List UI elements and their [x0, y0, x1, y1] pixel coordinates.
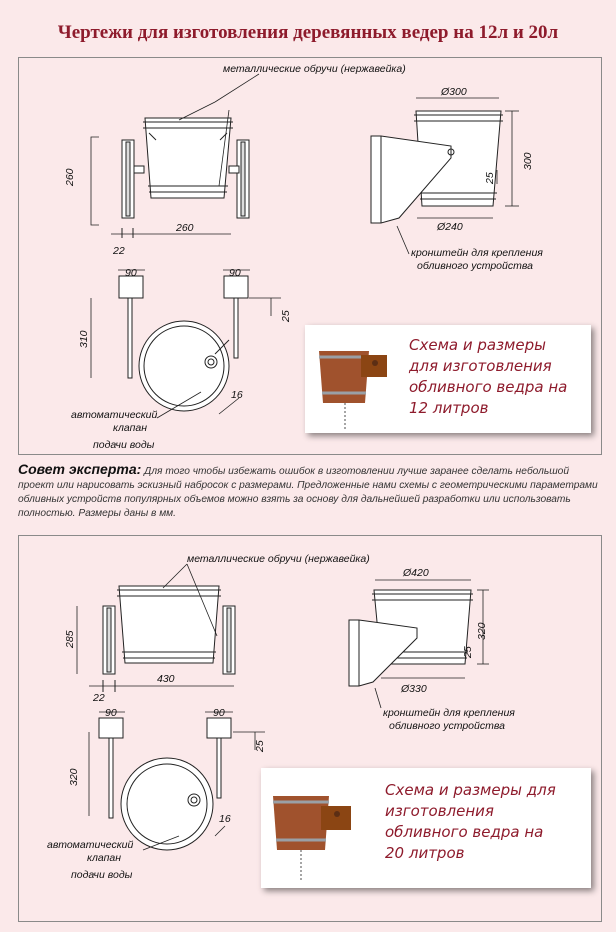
- drawing-panel-12l: [18, 57, 602, 455]
- dim-arm-length: 320: [68, 768, 80, 786]
- valve-label-line2: клапан: [113, 422, 147, 434]
- caption-line-2: изготовления: [385, 802, 494, 820]
- dim-top-diameter: Ø300: [441, 86, 467, 98]
- water-label: подачи воды: [93, 439, 155, 451]
- caption-line-4: 12 литров: [409, 399, 489, 417]
- dim-arm-gap: 25: [280, 310, 292, 322]
- bracket-label-line1: кронштейн для крепления: [411, 247, 543, 259]
- dim-arm-length: 310: [78, 330, 90, 348]
- dim-arm-gap: 25: [254, 740, 266, 752]
- dim-offset: 22: [93, 692, 105, 704]
- caption-line-3: обливного ведра на: [409, 378, 568, 396]
- dim-height: 260: [64, 168, 76, 186]
- valve-label-line2: клапан: [87, 852, 121, 864]
- dim-bottom-diameter: Ø240: [437, 221, 463, 233]
- arm-block-right: [224, 276, 248, 298]
- water-label: подачи воды: [71, 869, 133, 881]
- dim-height: 285: [64, 630, 76, 648]
- caption-line-3: обливного ведра на: [385, 823, 544, 841]
- bracket-leader: [397, 226, 409, 254]
- plan-view: [91, 270, 281, 418]
- hoops-label: металлические обручи (нержавейка): [223, 63, 406, 75]
- hoops-label: металлические обручи (нержавейка): [187, 553, 370, 565]
- caption-line-1: Схема и размеры: [409, 336, 546, 354]
- advice-heading: Совет эксперта:: [18, 461, 142, 477]
- dim-ring-width: 16: [219, 813, 231, 825]
- dim-side-height: 300: [522, 152, 534, 170]
- valve: [205, 356, 217, 368]
- plan-view: [89, 712, 265, 850]
- bucket-photo-20l: [261, 768, 371, 888]
- dim-arm-right: 90: [229, 267, 241, 279]
- dim-side-step: 25: [462, 646, 474, 658]
- info-box-20l: [261, 768, 591, 888]
- dim-arm-right: 90: [213, 707, 225, 719]
- drawing-panel-20l: [18, 535, 602, 922]
- expert-advice: [18, 462, 600, 521]
- bracket-label-line2: обливного устройства: [417, 260, 533, 272]
- bucket-photo-12l: [305, 325, 395, 433]
- page-title: Чертежи для изготовления деревянных ведер на 12л и 20л: [57, 22, 559, 43]
- caption-line-1: Схема и размеры для: [385, 781, 556, 799]
- hoops-leader: [215, 74, 259, 102]
- caption-line-4: 20 литров: [385, 844, 465, 862]
- valve-label-line1: автоматический: [71, 409, 158, 421]
- arm-block-left: [119, 276, 143, 298]
- side-view-bucket: [349, 580, 489, 686]
- dim-width: 430: [157, 673, 175, 685]
- advice-text: Для того чтобы избежать ошибок в изготовлении лучше заранее сделать небольшой проект или нарисовать эскизный набросок с размерами. Предложенные нами схемы с геометрическими параметрами обливных устройств популярных объемов можно взять за основу для дальнейшей разработки или использовать полностью. Размеры даны в мм.: [18, 466, 598, 519]
- dim-arm-left: 90: [125, 267, 137, 279]
- bracket-label-line1: кронштейн для крепления: [383, 707, 515, 719]
- side-view-bucket: [371, 98, 519, 223]
- dim-ring-width: 16: [231, 389, 243, 401]
- caption-line-2: для изготовления: [409, 357, 552, 375]
- dim-bottom-diameter: Ø330: [401, 683, 427, 695]
- dim-width: 260: [176, 222, 194, 234]
- dim-arm-left: 90: [105, 707, 117, 719]
- valve-label-line1: автоматический: [47, 839, 134, 851]
- dim-side-step: 25: [484, 172, 496, 184]
- dim-side-height: 320: [476, 622, 488, 640]
- dim-top-diameter: Ø420: [403, 567, 429, 579]
- front-view-bucket: [77, 586, 235, 692]
- dim-offset: 22: [113, 245, 125, 257]
- bracket-label-line2: обливного устройства: [389, 720, 505, 732]
- info-box-12l: [305, 325, 591, 433]
